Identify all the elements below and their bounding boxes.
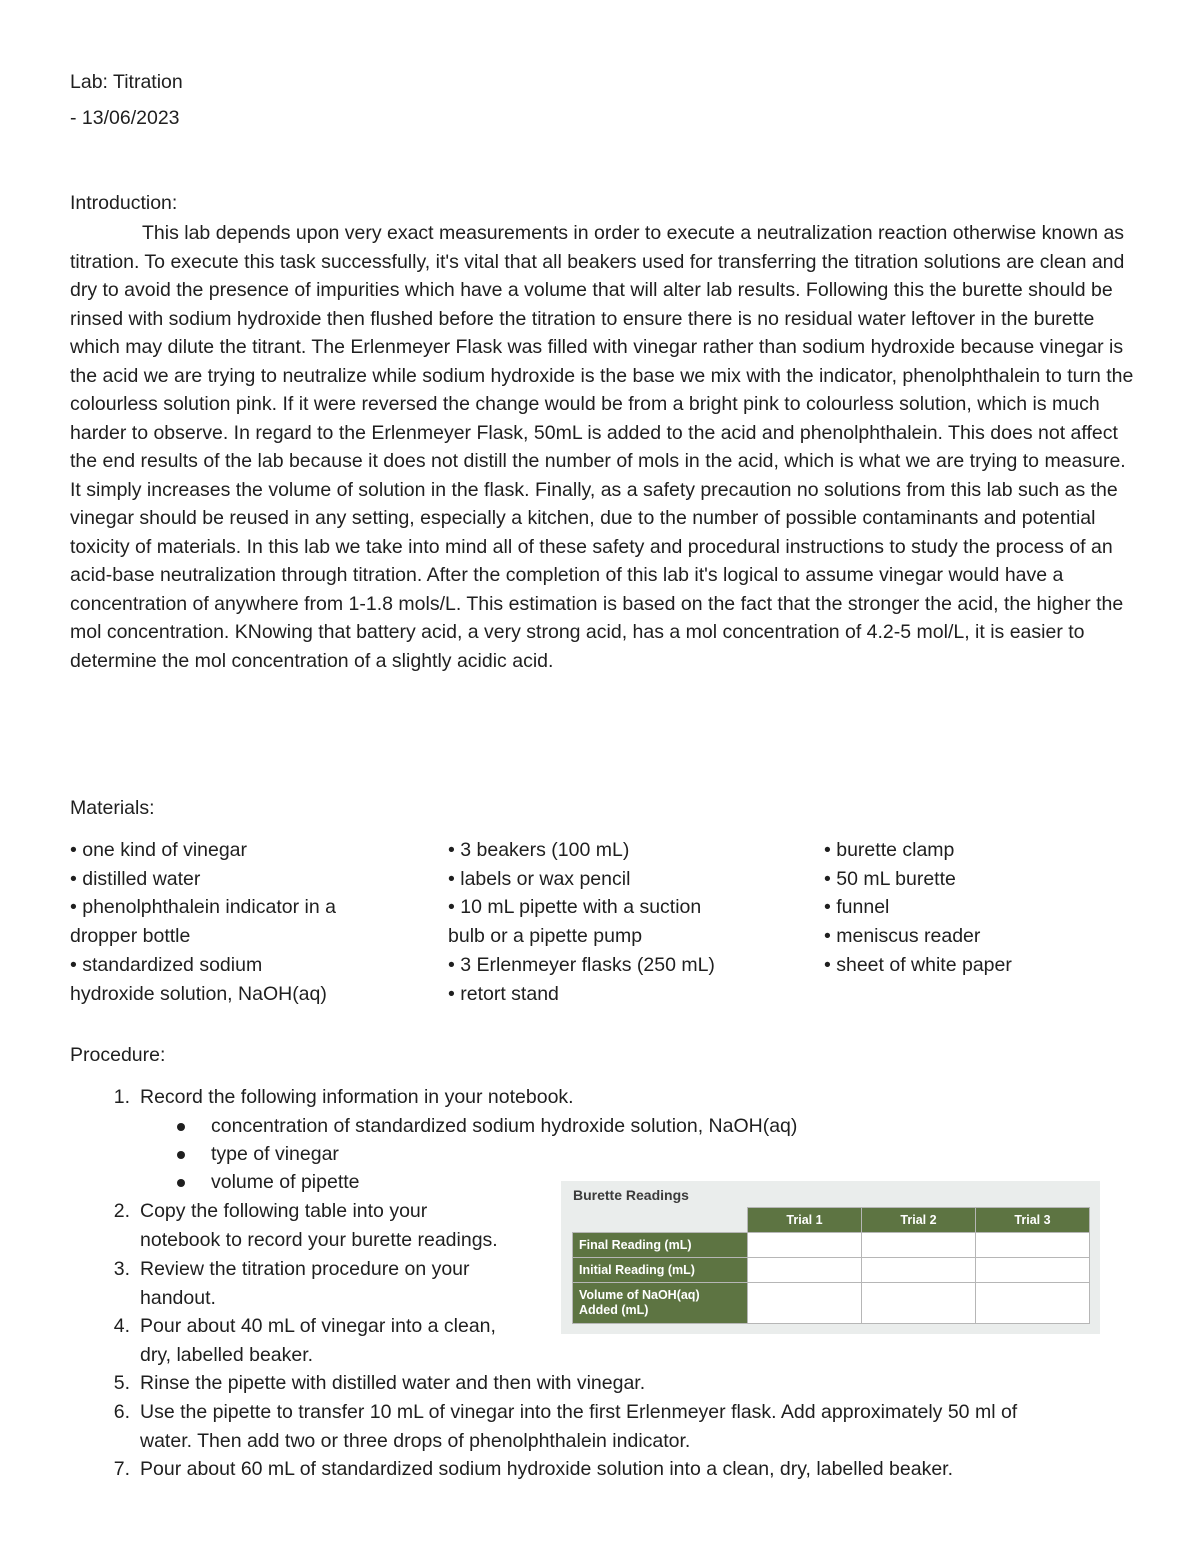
procedure-step bbox=[113, 1197, 498, 1254]
step-text: Pour about 60 mL of standardized sodium hydroxide solution into a clean, dry, labelled beaker. bbox=[140, 1458, 954, 1480]
material-item: • sheet of white paper bbox=[824, 953, 1012, 976]
burette-table-title: Burette Readings bbox=[573, 1187, 689, 1203]
step-text: Use the pipette to transfer 10 mL of vinegar into the first Erlenmeyer flask. Add approximately 50 ml of bbox=[140, 1401, 1018, 1423]
document-title: Lab: Titration bbox=[70, 71, 183, 93]
table-column-header: Trial 1 bbox=[748, 1208, 862, 1233]
bullet-icon bbox=[177, 1179, 185, 1187]
bullet-icon bbox=[177, 1123, 185, 1131]
table-cell bbox=[976, 1233, 1090, 1258]
step-number: 6. bbox=[113, 1401, 130, 1423]
material-item: • 3 beakers (100 mL) bbox=[448, 839, 630, 861]
table-cell bbox=[976, 1258, 1090, 1283]
procedure-step bbox=[113, 1398, 1018, 1455]
burette-readings-figure bbox=[561, 1181, 1100, 1334]
procedure-step bbox=[113, 1312, 496, 1369]
procedure-step bbox=[113, 1255, 470, 1312]
step-number: 3. bbox=[113, 1258, 130, 1280]
subitem-text: concentration of standardized sodium hydroxide solution, NaOH(aq) bbox=[211, 1115, 798, 1137]
step-text: water. Then add two or three drops of phenolphthalein indicator. bbox=[140, 1429, 691, 1452]
procedure-heading: Procedure: bbox=[70, 1044, 166, 1066]
step-text: Rinse the pipette with distilled water and then with vinegar. bbox=[140, 1372, 646, 1394]
step-number: 2. bbox=[113, 1200, 130, 1222]
materials-column-3 bbox=[824, 836, 1012, 980]
step-text: Copy the following table into your bbox=[140, 1200, 428, 1222]
procedure-subitem bbox=[211, 1112, 797, 1141]
materials-column-1 bbox=[70, 836, 336, 1008]
material-item: • 10 mL pipette with a suction bbox=[448, 896, 702, 919]
material-item: • 3 Erlenmeyer flasks (250 mL) bbox=[448, 953, 715, 976]
table-column-header: Trial 2 bbox=[862, 1208, 976, 1233]
intro-paragraph bbox=[70, 219, 1140, 675]
table-row-header: Final Reading (mL) bbox=[573, 1233, 748, 1258]
material-item: • burette clamp bbox=[824, 839, 955, 861]
material-item: • funnel bbox=[824, 896, 890, 919]
table-cell bbox=[976, 1283, 1090, 1324]
material-item: • labels or wax pencil bbox=[448, 867, 631, 890]
step-text: handout. bbox=[140, 1286, 216, 1309]
step-text: Review the titration procedure on your bbox=[140, 1258, 470, 1280]
procedure-step bbox=[113, 1455, 954, 1484]
step-text: Pour about 40 mL of vinegar into a clean, bbox=[140, 1315, 496, 1337]
materials-heading: Materials: bbox=[70, 797, 155, 819]
document-date: - 13/06/2023 bbox=[70, 107, 180, 129]
table-row-header: Initial Reading (mL) bbox=[573, 1258, 748, 1283]
bullet-icon bbox=[177, 1151, 185, 1159]
step-number: 1. bbox=[113, 1086, 130, 1108]
table-cell bbox=[748, 1283, 862, 1324]
step-number: 4. bbox=[113, 1315, 130, 1337]
table-cell bbox=[748, 1258, 862, 1283]
subitem-text: type of vinegar bbox=[211, 1143, 339, 1165]
table-cell bbox=[748, 1233, 862, 1258]
material-item: • one kind of vinegar bbox=[70, 839, 248, 861]
material-item: • distilled water bbox=[70, 867, 201, 890]
material-item: • meniscus reader bbox=[824, 925, 981, 948]
step-text: notebook to record your burette readings. bbox=[140, 1228, 498, 1251]
procedure-subitem bbox=[211, 1140, 339, 1169]
materials-column-2 bbox=[448, 836, 715, 1008]
material-item: • 50 mL burette bbox=[824, 867, 956, 890]
material-item: • retort stand bbox=[448, 982, 559, 1005]
step-number: 7. bbox=[113, 1458, 130, 1480]
intro-text: This lab depends upon very exact measurements in order to execute a neutralization reaction otherwise known as titration. To execute this task successfully, it's vital that all beakers used for transferring the titration solutions are clean and dry to avoid the presence of impurities which have a volume that will alter lab results. Following this the burette should be rinsed with sodium hydroxide then flushed before the titration to ensure there is no residual water leftover in the burette which may dilute the titrant. The Erlenmeyer Flask was filled with vinegar rather than sodium hydroxide because vinegar is the acid we are trying to neutralize while sodium hydroxide is the base we mix with the indicator, phenolphthalein to turn the colourless solution pink. If it were reversed the change would be from a bright pink to colourless solution, which is much harder to observe. In regard to the Erlenmeyer Flask, 50mL is added to the acid and phenolphthalein. This does not affect the end results of the lab because it does not distill the number of mols in the acid, which is what we are trying to measure. It simply increases the volume of solution in the flask. Finally, as a safety precaution no solutions from this lab such as the vinegar should be reused in any setting, especially a kitchen, due to the number of possible contaminants and potential toxicity of materials. In this lab we take into mind all of these safety and procedural instructions to study the process of an acid-base neutralization through titration. After the completion of this lab it's logical to assume vinegar would have a concentration of anywhere from 1-1.8 mols/L. This estimation is based on the fact that the stronger the acid, the higher the mol concentration. KNowing that battery acid, a very strong acid, has a mol concentration of 4.2-5 mol/L, it is easier to determine the mol concentration of a slightly acidic acid. bbox=[70, 222, 1134, 672]
burette-readings-table bbox=[572, 1207, 1090, 1324]
procedure-step bbox=[113, 1083, 574, 1112]
table-cell bbox=[862, 1283, 976, 1324]
intro-heading: Introduction: bbox=[70, 192, 178, 214]
table-cell bbox=[862, 1258, 976, 1283]
material-item: dropper bottle bbox=[70, 925, 191, 948]
row-header-line: Volume of NaOH(aq) bbox=[579, 1288, 700, 1302]
table-row-header bbox=[573, 1283, 748, 1324]
table-corner bbox=[573, 1208, 748, 1233]
subitem-text: volume of pipette bbox=[211, 1171, 360, 1193]
table-cell bbox=[862, 1233, 976, 1258]
step-text: Record the following information in your notebook. bbox=[140, 1086, 574, 1108]
row-header-line: Added (mL) bbox=[579, 1303, 649, 1317]
material-item: • phenolphthalein indicator in a bbox=[70, 896, 336, 919]
material-item: bulb or a pipette pump bbox=[448, 925, 643, 948]
material-item: • standardized sodium bbox=[70, 953, 263, 976]
procedure-subitem bbox=[211, 1168, 360, 1197]
procedure-step bbox=[113, 1369, 646, 1398]
material-item: hydroxide solution, NaOH(aq) bbox=[70, 982, 327, 1005]
step-text: dry, labelled beaker. bbox=[140, 1343, 314, 1366]
table-column-header: Trial 3 bbox=[976, 1208, 1090, 1233]
step-number: 5. bbox=[113, 1372, 130, 1394]
